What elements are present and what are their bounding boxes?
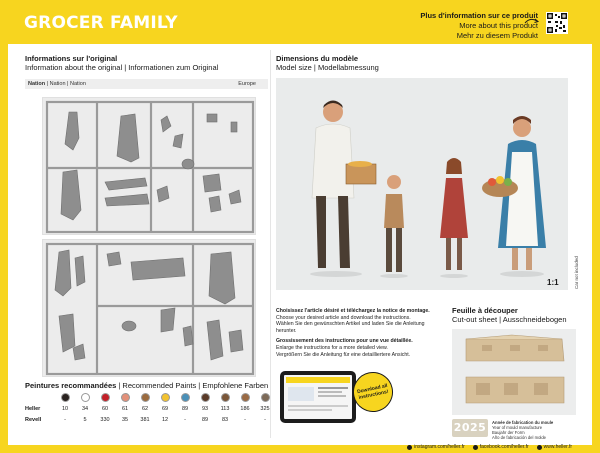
footer-facebook[interactable] <box>473 444 529 450</box>
paint-swatch <box>261 393 270 402</box>
facebook-icon <box>473 445 478 450</box>
facebook-link[interactable]: facebook.com/heller.fr <box>479 444 529 450</box>
heller-code: 113 <box>220 405 230 412</box>
model-subheading: Model size | Modellabmessung <box>276 63 379 72</box>
year-es: Año de fabricación del molde <box>492 435 547 440</box>
paint-swatch <box>181 393 190 402</box>
paint-swatch-cell <box>215 393 235 402</box>
paint-swatch <box>161 393 170 402</box>
cutout-sheet-image <box>452 329 576 415</box>
nation-label: Nation <box>28 81 46 87</box>
nation-rest: | Nation | Nation <box>46 81 86 87</box>
main-panel <box>8 44 592 445</box>
footer-web[interactable] <box>537 444 572 450</box>
model-heading-block <box>276 54 379 72</box>
info-de: Mehr zu diesem Produkt <box>456 31 538 40</box>
revell-code: 5 <box>83 416 87 423</box>
paint-swatch-cell <box>235 393 255 402</box>
scale-label: 1:1 <box>547 278 559 287</box>
revell-row <box>25 414 275 425</box>
sprue-image-top <box>42 97 256 235</box>
paint-swatch-cell <box>175 393 195 402</box>
paint-swatch <box>81 393 90 402</box>
heller-code: 61 <box>121 405 129 412</box>
paint-swatch <box>201 393 210 402</box>
mould-year-box <box>452 419 574 440</box>
mould-year-badge: 2025 <box>452 419 488 437</box>
revell-code: 381 <box>140 416 150 423</box>
paints-heading-bold: Peintures recommandées <box>25 381 117 390</box>
year-en: Year of mould manufacture <box>492 425 543 430</box>
instr-p2-de: Vergrößern Sie die Anleitung für eine detailliertere Ansicht. <box>276 351 411 358</box>
nation-bar <box>25 79 268 89</box>
revell-code: 12 <box>161 416 169 423</box>
paint-swatch-cell <box>135 393 155 402</box>
year-fr: Année de fabrication du moule <box>492 420 554 425</box>
original-heading-block <box>25 54 218 72</box>
paint-swatch <box>141 393 150 402</box>
paint-swatch-cell <box>115 393 135 402</box>
heller-code: 89 <box>181 405 189 412</box>
paints-heading-rest: | Recommended Paints | Empfohlene Farben <box>118 381 269 390</box>
revell-code: - <box>64 416 66 423</box>
instr-p1-bold: Choisissez l'article désiré et téléchargez la notice de montage. <box>276 308 430 314</box>
paint-swatch-cell <box>255 393 275 402</box>
instr-p2-bold: Grossissement des instructions pour une vue détaillée. <box>276 338 413 345</box>
product-title: GROCER FAMILY <box>24 13 178 33</box>
instr-p1-en: Choose your desired article and download the instructions. <box>276 314 411 321</box>
revell-code: 330 <box>100 416 110 423</box>
model-figures-image <box>276 78 568 290</box>
instructions-tablet-image[interactable] <box>280 371 356 423</box>
info-en: More about this product <box>459 21 538 30</box>
revell-code: 35 <box>121 416 129 423</box>
footer <box>407 444 572 450</box>
sprue-image-bottom <box>42 239 256 377</box>
globe-icon <box>537 445 542 450</box>
swatch-row <box>25 392 275 403</box>
footer-instagram[interactable] <box>407 444 465 450</box>
website-link[interactable]: www.heller.fr <box>543 444 572 450</box>
heller-code: 93 <box>201 405 209 412</box>
paint-swatch <box>221 393 230 402</box>
heller-code: 186 <box>240 405 250 412</box>
revell-code: - <box>184 416 186 423</box>
instr-p2-en: Enlarge the instructions for a more detailed view. <box>276 344 388 351</box>
paint-swatch <box>61 393 70 402</box>
heller-label: Heller <box>25 405 41 412</box>
revell-label: Revell <box>25 416 42 423</box>
mould-year-text <box>492 420 553 440</box>
heller-code: 10 <box>61 405 69 412</box>
paint-swatch-cell <box>75 393 95 402</box>
curved-arrow-icon <box>524 16 540 26</box>
cutout-subheading: Cut-out sheet | Ausschneidebogen <box>452 315 567 324</box>
nation-region: Europe <box>238 81 256 87</box>
cutout-heading: Feuille à découper <box>452 306 518 315</box>
original-heading: Informations sur l'original <box>25 54 118 63</box>
paint-swatch <box>101 393 110 402</box>
revell-code: - <box>244 416 246 423</box>
instr-p1-de: Wählen Sie den gewünschten Artikel und laden Sie die Anleitung herunter. <box>276 321 425 334</box>
revell-code: 89 <box>201 416 209 423</box>
paint-swatch <box>241 393 250 402</box>
revell-code: 83 <box>221 416 229 423</box>
qr-code-icon[interactable] <box>546 12 568 34</box>
model-heading: Dimensions du modèle <box>276 54 359 63</box>
year-de: Baujahr der Form <box>492 430 525 435</box>
info-fr: Plus d'information sur ce produit <box>420 11 538 20</box>
car-not-included-label: Car not included <box>574 256 579 289</box>
instagram-icon <box>407 445 412 450</box>
column-divider <box>270 50 271 438</box>
heller-code: 69 <box>161 405 169 412</box>
heller-row <box>25 403 275 414</box>
product-info-link[interactable] <box>420 11 538 41</box>
heller-code: 62 <box>141 405 149 412</box>
revell-code: - <box>264 416 266 423</box>
original-subheading: Information about the original | Informationen zum Original <box>25 63 219 72</box>
instagram-link[interactable]: instagram.com/heller.fr <box>414 444 465 450</box>
paint-table <box>25 392 275 425</box>
cutout-heading-block <box>452 306 567 324</box>
heller-code: 34 <box>81 405 89 412</box>
paint-swatch-cell <box>55 393 75 402</box>
paint-swatch-cell <box>195 393 215 402</box>
heller-code: 60 <box>101 405 109 412</box>
paint-swatch-cell <box>95 393 115 402</box>
instructions-text <box>276 308 446 362</box>
paint-swatch-cell <box>155 393 175 402</box>
download-instructions-badge[interactable]: Download all instructions! <box>349 368 396 415</box>
paint-swatch <box>121 393 130 402</box>
paints-heading <box>25 381 268 390</box>
heller-code: 325 <box>260 405 270 412</box>
